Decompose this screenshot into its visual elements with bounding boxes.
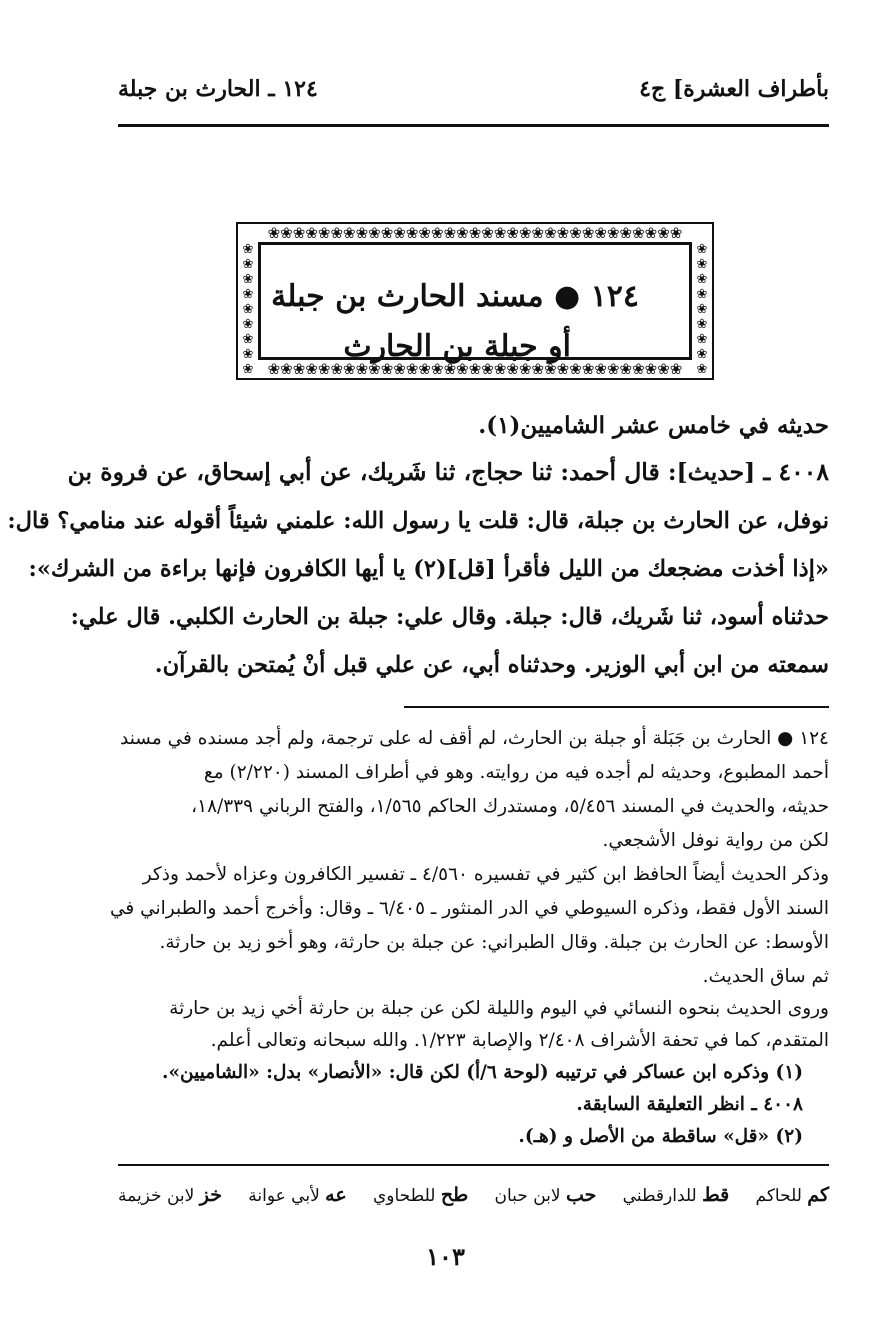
abbreviation-text: للحاكم <box>755 1186 802 1206</box>
abbreviation-code: قط <box>702 1184 730 1206</box>
abbreviation-key <box>118 1184 829 1206</box>
abbreviation-item <box>623 1184 730 1206</box>
ornament-border-bottom: ❀❀❀❀❀❀❀❀❀❀❀❀❀❀❀❀❀❀❀❀❀❀❀❀❀❀❀❀❀❀❀❀❀ <box>238 360 712 378</box>
section-subtitle: أو جبلة بن الحارث <box>343 329 571 364</box>
abbreviation-item <box>756 1184 829 1206</box>
header-rule <box>118 124 829 127</box>
footnote-line: ثم ساق الحديث. <box>702 966 829 987</box>
title-ornamental-frame <box>236 222 714 380</box>
hadith-line: ٤٠٠٨ ـ [حديث]: قال أحمد: ثنا حجاج، ثنا شَريك، عن أبي إسحاق، عن فروة بن <box>67 458 829 486</box>
footnote-line: حديثه، والحديث في المسند ٥/٤٥٦، ومستدرك الحاكم ١/٥٦٥، والفتح الرباني ١٨/٣٣٩، <box>191 796 829 817</box>
ornament-border-top: ❀❀❀❀❀❀❀❀❀❀❀❀❀❀❀❀❀❀❀❀❀❀❀❀❀❀❀❀❀❀❀❀❀ <box>238 224 712 242</box>
abbreviation-item <box>248 1184 346 1206</box>
footnote-line: الأوسط: عن الحارث بن جبلة. وقال الطبراني: عن جبلة بن حارثة، وهو أخو زيد بن حارثة. <box>159 932 829 953</box>
ornament-border-left: ❀❀❀❀❀❀❀❀❀ <box>238 242 258 360</box>
footnote-line: (١) وذكره ابن عساكر في ترتيبه (لوحة ٦/أ) لكن قال: «الأنصار» بدل: «الشاميين». <box>162 1062 803 1083</box>
footnote-line: وذكر الحديث أيضاً الحافظ ابن كثير في تفسيره ٤/٥٦٠ ـ تفسير الكافرون وعزاه لأحمد وذكر <box>142 864 829 885</box>
footnote-line: ٤٠٠٨ ـ انظر التعليقة السابقة. <box>576 1094 803 1115</box>
hadith-line: نوفل، عن الحارث بن جبلة، قال: قلت يا رسول الله: علمني شيئاً أقوله عند منامي؟ قال: <box>7 508 829 534</box>
abbreviation-code: حب <box>565 1184 597 1206</box>
hadith-line: سمعته من ابن أبي الوزير. وحدثناه أبي، عن علي قبل أنْ يُمتحن بالقرآن. <box>154 652 829 678</box>
hadith-line: «إذا أخذت مضجعك من الليل فأقرأ [قل](٢) يا أيها الكافرون فإنها براءة من الشرك»: <box>28 556 829 582</box>
footnote-separator <box>404 706 829 708</box>
footnote-line: المتقدم، كما في تحفة الأشراف ٢/٤٠٨ والإصابة ١/٢٢٣. والله سبحانه وتعالى أعلم. <box>210 1030 829 1051</box>
abbreviation-text: لابن حبان <box>494 1186 561 1206</box>
abbreviation-code: عه <box>325 1184 347 1206</box>
abbreviation-code: كم <box>807 1184 829 1206</box>
title-box <box>258 242 692 364</box>
abbreviation-item <box>118 1184 222 1206</box>
footnote-line: لكن من رواية نوفل الأشجعي. <box>602 830 829 851</box>
intro-line: حديثه في خامس عشر الشاميين(١). <box>478 412 829 439</box>
footnote-line: السند الأول فقط، وذكره السيوطي في الدر المنثور ـ ٦/٤٠٥ ـ وقال: وأخرج أحمد والطبراني في <box>109 898 829 919</box>
running-header-book-title: بأطراف العشرة] ج٤ <box>639 76 829 102</box>
hadith-line: حدثناه أسود، ثنا شَريك، قال: جبلة. وقال علي: جبلة بن الحارث الكلبي. قال علي: <box>70 604 829 630</box>
ornament-border-right: ❀❀❀❀❀❀❀❀❀ <box>692 242 712 360</box>
footnote-line: أحمد المطبوع، وحديثه لم أجده فيه من روايته. وهو في أطراف المسند (٢/٢٢٠) مع <box>203 762 829 783</box>
abbreviation-text: للدارقطني <box>622 1186 697 1206</box>
abbreviation-item <box>494 1184 596 1206</box>
abbreviation-text: لأبي عوانة <box>248 1186 320 1206</box>
abbreviation-item <box>373 1184 468 1206</box>
footnote-line: وروى الحديث بنحوه النسائي في اليوم والليلة لكن عن جبلة بن حارثة أخي زيد بن حارثة <box>169 998 829 1019</box>
footnote-line: ١٢٤ ● الحارث بن جَبَلة أو جبلة بن الحارث، لم أقف له على ترجمة، ولم أجد مسنده في مسند <box>120 728 829 749</box>
abbreviation-code: خز <box>199 1184 222 1206</box>
abbreviations-separator <box>118 1164 829 1166</box>
page-number: ١٠٣ <box>426 1242 465 1271</box>
running-header-chapter: ١٢٤ ـ الحارث بن جبلة <box>118 76 318 102</box>
section-title: ١٢٤ ● مسند الحارث بن جبلة <box>271 279 639 314</box>
footnote-line: (٢) «قل» ساقطة من الأصل و (هـ). <box>518 1126 803 1147</box>
abbreviation-text: للطحاوي <box>372 1186 436 1206</box>
abbreviation-code: طح <box>440 1184 469 1206</box>
abbreviation-text: لابن خزيمة <box>118 1186 195 1206</box>
